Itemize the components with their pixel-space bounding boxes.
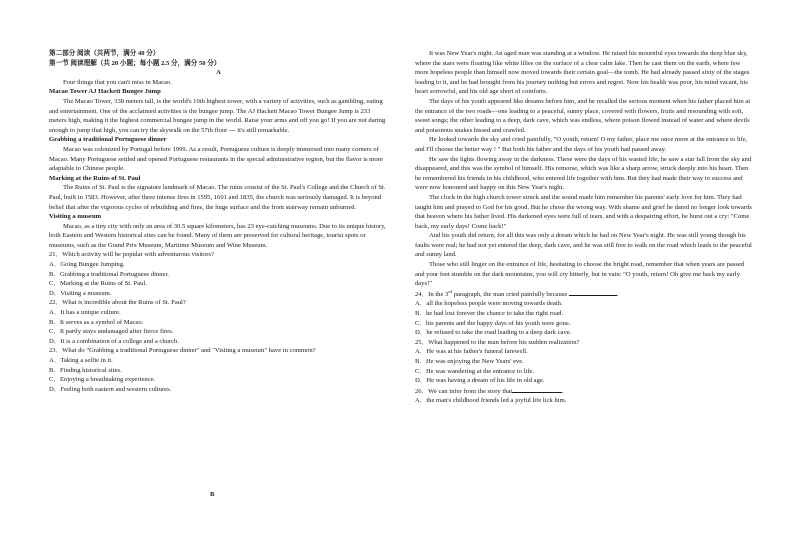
q25-option-b: B．He was enjoying the New Years' eve. <box>415 358 524 365</box>
q21-option-b: B．Grabbing a traditional Portuguese dinner. <box>49 270 169 278</box>
q25-option-d: D．He was having a dream of his life in old age. <box>415 377 545 385</box>
question-26 <box>415 386 753 397</box>
q22-option-a: A．It has a unique culture. <box>49 309 121 317</box>
q24-option-d: D．he refused to take the road leading to a deep dark cave. <box>415 329 572 337</box>
q26-option-a: A．the man's childhood friends led a joyful life lick him. <box>415 397 567 405</box>
q21-option-a: A．Going Bungee Jumping. <box>49 261 125 269</box>
passage-a-label: A <box>216 69 221 77</box>
paragraph-bungee: The Macao Tower, 338 meters tall, is the world's 10th highest tower, with a variety of activities, such as gambling, eating and entertainment. One of the acclaimed activities is the bungee jump. The AJ Hackett Macao Tower Bungee Jump is 233 meters high, making it the highest commercial bungee jump in the world. Raise your arms and off you go! If you are not daring enough to jump that high, you can try the skywalk on the 57th floor --- it's still remarkable. <box>49 97 386 134</box>
q22-option-c: C．It partly stays undamaged after fierce fires. <box>49 328 174 336</box>
q23-option-d: D．Feeling both eastern and western cultures. <box>49 385 172 393</box>
section-heading: 第一节 阅读理解（共 20 小题；每小题 2.5 分，满分 50 分） <box>49 59 221 67</box>
q24-superscript: rd <box>448 288 453 294</box>
q25-option-a: A．He was at his father's funeral farewell. <box>415 348 528 356</box>
paragraph-museum: Macao, as a tiny city with only an area of 30.5 square kilometers, has 23 eye-catching museums. Due to its unique history, both Eastern and Western historical sites can be found. Many of them are preserved for cultural heritage, tourist spots or museums, such as the Grand Prix Museum, Maritime Museum and Wine Museum. <box>49 222 386 249</box>
story-paragraph-2: The days of his youth appeared like dreams before him, and he recalled the serious moment when his father placed him at the entrance of the two roads—one leading to a peaceful, sunny place, covered with flowers, fruits and resounding with soft, sweet songs; the other leading to a deep, dark cave, which was endless, where poison flowed instead of water and where devils and poisonous snakes hissed and crawled. <box>415 97 751 134</box>
q24-option-b: B．he had lost forever the chance to take the right road. <box>415 310 564 318</box>
story-paragraph-3: He looked towards the sky and cried painfully, "O youth, return! O my father, place me once more at the entrance to life, and I'll choose the better way ! " But both his father and the days of his youth had passed away. <box>415 136 748 153</box>
subheading-dinner: Grabbing a traditional Portuguese dinner <box>49 136 167 144</box>
q22-option-d: D．It is a combination of a college and a church. <box>49 337 179 345</box>
q24-prefix: 24．In the 3 <box>415 290 449 298</box>
story-paragraph-4: He saw the lights flowing away in the darkness. These were the days of his wasted life; he saw a star fall from the sky and disappeared, and this was the symbol of himself. His remorse, which was like a sharp arrow, struck deeply into his heart. Then he remembered his friends in his childhood, who entered life together with him. But they had made their way to success and were now honoured and happy on this New Year's night. <box>415 155 752 192</box>
q23-option-c: C．Enjoying a breathtaking experience. <box>49 376 156 384</box>
question-24 <box>415 289 753 300</box>
q23-option-a: A．Taking a selfie in it. <box>49 357 113 364</box>
right-column <box>415 49 753 406</box>
part-heading: 第二部分 阅读（共两节，满分 40 分） <box>49 50 160 57</box>
story-paragraph-7: Those who still linger on the entrance of life, hesitating to choose the bright road, remember that when years are passed and your feet stumble on the dark mountains, you will cry bitterly, but in vain: "O youth, return! Oh give me back my early days!" <box>415 261 745 288</box>
subheading-museum: Visiting a museum <box>49 213 102 221</box>
q24-answer-blank[interactable] <box>569 289 617 296</box>
q25-option-c: C．He was wandering at the entrance to life. <box>415 367 535 375</box>
left-column <box>49 49 388 394</box>
question-21: 21．Which activity will be popular with adventurous visitors? <box>49 251 214 259</box>
story-paragraph-1: It was New Year's night. An aged man was standing at a window. He raised his mournful eyes towards the deep blue sky, where the stars were floating like white lilies on the surface of a clear calm lake. Then he cast them on the earth, where few more hopeless people than himself now moved towards their certain goal—the tomb. He had already passed sixty of the stages leading to it, and he had brought from his journey nothing but errors and regret. Now his health was poor, his mind vacant, his heart sorrowful, and his old age short of comforts. <box>415 50 750 96</box>
passage-b-label: B <box>210 491 215 498</box>
q26-end: . <box>562 387 564 395</box>
story-paragraph-5: The clock in the high church tower struck and the sound made him remember his parents' early love for him. They had taught him and prayed to God for his good. But he chose the wrong way. With shame and grief he dared no longer look towards that heaven where his father lived. His darkened eyes were full of tears, and with a despairing effort, he burst out a cry: "Come back, my early days! Come back!" <box>415 193 752 230</box>
q23-option-b: B．Finding historical sites. <box>49 366 122 374</box>
q24-option-c: C．his parents and the happy days of his youth were gone. <box>415 319 571 327</box>
q22-option-b: B．It serves as a symbol of Macao. <box>49 318 144 326</box>
passage-intro: Four things that you can't miss in Macao. <box>63 78 172 86</box>
subheading-bungee: Macao Tower AJ Hackett Bungee Jump <box>49 88 161 96</box>
q24-option-a: A．all the hopeless people were moving towards death. <box>415 300 563 308</box>
paragraph-ruins: The Ruins of St. Paul is the signature landmark of Macao. The ruins consist of the St. Paul's College and the Church of St. Paul, built in 1583. However, after three intense fires in 1595, 1601 and 1835, the church was seriously damaged. It is beyond belief that after the vigorous cycles of rebuilding and fires, the huge surface and the front stairway remain unburned. <box>49 184 386 211</box>
question-23: 23．What do "Grabbing a traditional Portuguese dinner" and "Visiting a museum" have in common? <box>49 347 316 355</box>
q24-end: . <box>616 290 619 298</box>
question-22: 22．What is incredible about the Ruins of St. Paul? <box>49 299 186 307</box>
paragraph-dinner: Macao was colonized by Portugal before 1999. As a result, Portuguese culture is deeply immersed into many corners of Macao. Many Portuguese settled and opened Portuguese restaurants in the special administrative region, but the flavor is more adaptable to Chinese people. <box>49 145 383 173</box>
subheading-ruins: Marking at the Ruins of St. Paul <box>49 174 141 182</box>
question-25: 25．What happened to the man before his sudden realization? <box>415 338 580 346</box>
q24-suffix: paragraph, the man cried painfully because <box>452 290 568 298</box>
q26-prefix: 26．We can infer from the story that <box>415 387 513 395</box>
q21-option-d: D．Visiting a museum. <box>49 289 112 297</box>
story-paragraph-6: And his youth did return, for all this was only a dream which he had on New Year's night. He was still young though his faults were real; he had not yet entered the deep, dark cave, and he was still free to walk on the road which leads to the peaceful and sunny land. <box>415 232 752 259</box>
q21-option-c: C．Marking at the Ruins of St. Paul. <box>49 280 147 288</box>
q26-answer-blank[interactable] <box>512 386 562 393</box>
